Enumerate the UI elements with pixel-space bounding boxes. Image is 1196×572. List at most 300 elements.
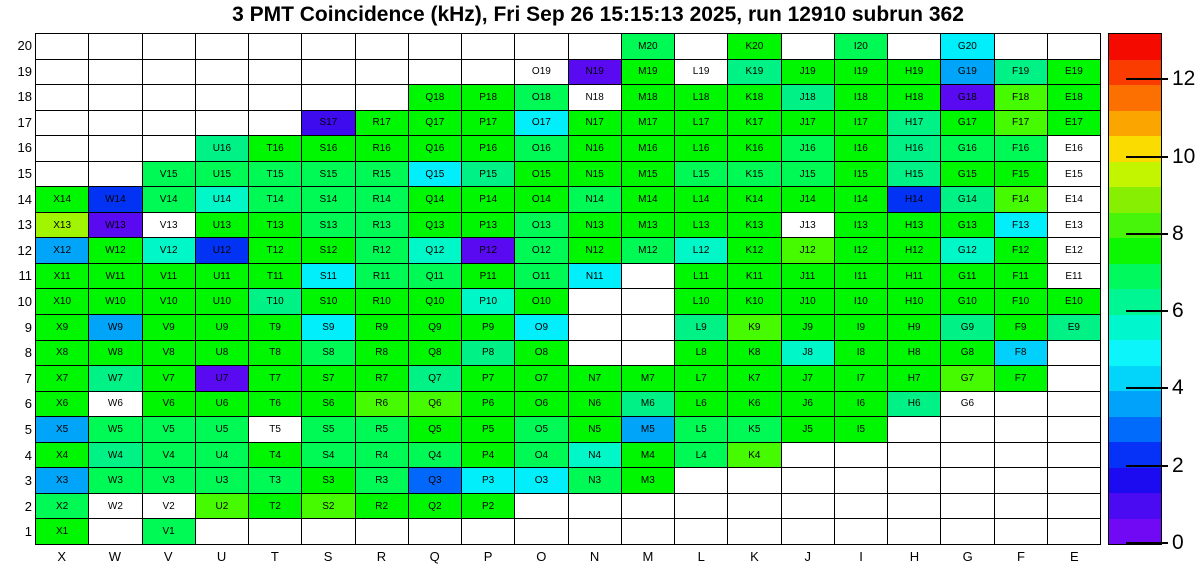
cell-P11: P11 [462, 264, 514, 289]
cell-S14: S14 [302, 187, 354, 212]
cell-P9: P9 [462, 315, 514, 340]
cell-T18 [249, 85, 301, 110]
colorbar-band [1109, 136, 1161, 162]
cell-X3: X3 [36, 468, 88, 493]
cell-T17 [249, 111, 301, 136]
cell-M11 [622, 264, 674, 289]
x-axis-label-T: T [270, 549, 279, 564]
colorbar-band [1109, 34, 1161, 60]
cell-X6: X6 [36, 392, 88, 417]
cell-L20 [675, 34, 727, 59]
cell-N20 [569, 34, 621, 59]
x-axis-label-V: V [163, 549, 173, 564]
cell-I12: I12 [835, 238, 887, 263]
cell-K20: K20 [728, 34, 780, 59]
cell-R6: R6 [356, 392, 408, 417]
x-axis-label-Q: Q [429, 549, 440, 564]
cell-N16: N16 [569, 136, 621, 161]
cell-X1: X1 [36, 519, 88, 544]
cell-G20: G20 [941, 34, 993, 59]
cell-I10: I10 [835, 289, 887, 314]
cell-J14: J14 [782, 187, 834, 212]
cell-O9: O9 [515, 315, 567, 340]
cell-S18 [302, 85, 354, 110]
cell-J5: J5 [782, 417, 834, 442]
cell-M8 [622, 341, 674, 366]
cell-O2 [515, 494, 567, 519]
cell-Q5: Q5 [409, 417, 461, 442]
cell-V17 [143, 111, 195, 136]
cell-G11: G11 [941, 264, 993, 289]
cell-F3 [995, 468, 1047, 493]
cell-N5: N5 [569, 417, 621, 442]
cell-U1 [196, 519, 248, 544]
cell-T10: T10 [249, 289, 301, 314]
colorbar-band [1109, 417, 1161, 443]
cell-F13: F13 [995, 213, 1047, 238]
cell-V8: V8 [143, 341, 195, 366]
cell-I3 [835, 468, 887, 493]
colorbar-band [1109, 111, 1161, 137]
cell-U17 [196, 111, 248, 136]
cell-F10: F10 [995, 289, 1047, 314]
cell-J11: J11 [782, 264, 834, 289]
cell-E12: E12 [1048, 238, 1100, 263]
colorbar-band [1109, 187, 1161, 213]
cell-J1 [782, 519, 834, 544]
cell-N12: N12 [569, 238, 621, 263]
cell-P6: P6 [462, 392, 514, 417]
x-axis-label-J: J [804, 549, 812, 564]
cell-L3 [675, 468, 727, 493]
cell-U18 [196, 85, 248, 110]
cell-H12: H12 [888, 238, 940, 263]
colorbar-band [1109, 340, 1161, 366]
cell-F1 [995, 519, 1047, 544]
cell-R17: R17 [356, 111, 408, 136]
cell-R19 [356, 60, 408, 85]
cell-R18 [356, 85, 408, 110]
cell-S20 [302, 34, 354, 59]
cell-S17: S17 [302, 111, 354, 136]
cell-T13: T13 [249, 213, 301, 238]
cell-F19: F19 [995, 60, 1047, 85]
cell-W16 [89, 136, 141, 161]
cell-I20: I20 [835, 34, 887, 59]
cell-I8: I8 [835, 341, 887, 366]
cell-S2: S2 [302, 494, 354, 519]
cell-H19: H19 [888, 60, 940, 85]
cell-P19 [462, 60, 514, 85]
cell-M10 [622, 289, 674, 314]
cell-T20 [249, 34, 301, 59]
y-axis-label-4: 4 [24, 447, 32, 463]
cell-X14: X14 [36, 187, 88, 212]
cell-T1 [249, 519, 301, 544]
cell-O7: O7 [515, 366, 567, 391]
cell-O12: O12 [515, 238, 567, 263]
cell-K5: K5 [728, 417, 780, 442]
cell-W17 [89, 111, 141, 136]
cell-M12: M12 [622, 238, 674, 263]
x-axis-label-F: F [1017, 549, 1025, 564]
cell-X8: X8 [36, 341, 88, 366]
cell-L1 [675, 519, 727, 544]
cell-F2 [995, 494, 1047, 519]
cell-K8: K8 [728, 341, 780, 366]
cell-N6: N6 [569, 392, 621, 417]
cell-X13: X13 [36, 213, 88, 238]
cell-P10: P10 [462, 289, 514, 314]
colorbar-tick [1126, 310, 1168, 312]
cell-W10: W10 [89, 289, 141, 314]
cell-R10: R10 [356, 289, 408, 314]
cell-G8: G8 [941, 341, 993, 366]
cell-U4: U4 [196, 443, 248, 468]
cell-N4: N4 [569, 443, 621, 468]
cell-O4: O4 [515, 443, 567, 468]
cell-S13: S13 [302, 213, 354, 238]
cell-X5: X5 [36, 417, 88, 442]
cell-S10: S10 [302, 289, 354, 314]
cell-X17 [36, 111, 88, 136]
plot-title: 3 PMT Coincidence (kHz), Fri Sep 26 15:15:13 2025, run 12910 subrun 362 [232, 3, 964, 26]
cell-I5: I5 [835, 417, 887, 442]
cell-F20 [995, 34, 1047, 59]
cell-R4: R4 [356, 443, 408, 468]
cell-V14: V14 [143, 187, 195, 212]
cell-W8: W8 [89, 341, 141, 366]
cell-M19: M19 [622, 60, 674, 85]
cell-W5: W5 [89, 417, 141, 442]
cell-P14: P14 [462, 187, 514, 212]
cell-I11: I11 [835, 264, 887, 289]
x-axis-label-P: P [483, 549, 493, 564]
colorbar-tick-label-6: 6 [1172, 299, 1184, 323]
cell-N9 [569, 315, 621, 340]
cell-P15: P15 [462, 162, 514, 187]
cell-J10: J10 [782, 289, 834, 314]
cell-V7: V7 [143, 366, 195, 391]
cell-K3 [728, 468, 780, 493]
cell-K19: K19 [728, 60, 780, 85]
cell-U6: U6 [196, 392, 248, 417]
cell-W3: W3 [89, 468, 141, 493]
cell-I9: I9 [835, 315, 887, 340]
cell-I1 [835, 519, 887, 544]
cell-F16: F16 [995, 136, 1047, 161]
cell-U11: U11 [196, 264, 248, 289]
cell-F17: F17 [995, 111, 1047, 136]
cell-O6: O6 [515, 392, 567, 417]
cell-G13: G13 [941, 213, 993, 238]
cell-S15: S15 [302, 162, 354, 187]
cell-K10: K10 [728, 289, 780, 314]
cell-M9 [622, 315, 674, 340]
cell-X15 [36, 162, 88, 187]
x-axis-label-K: K [750, 549, 759, 564]
y-axis-label-9: 9 [24, 319, 32, 335]
cell-H2 [888, 494, 940, 519]
cell-W11: W11 [89, 264, 141, 289]
y-axis-label-17: 17 [17, 114, 32, 130]
y-axis-label-12: 12 [17, 242, 32, 258]
cell-T2: T2 [249, 494, 301, 519]
cell-V3: V3 [143, 468, 195, 493]
colorbar-tick-label-10: 10 [1172, 144, 1196, 168]
cell-U13: U13 [196, 213, 248, 238]
cell-E2 [1048, 494, 1100, 519]
cell-J2 [782, 494, 834, 519]
cell-I2 [835, 494, 887, 519]
cell-L13: L13 [675, 213, 727, 238]
cell-E9: E9 [1048, 315, 1100, 340]
cell-F6 [995, 392, 1047, 417]
colorbar-tick-label-0: 0 [1172, 531, 1184, 554]
cell-W9: W9 [89, 315, 141, 340]
cell-S16: S16 [302, 136, 354, 161]
colorbar [1108, 33, 1162, 545]
cell-O5: O5 [515, 417, 567, 442]
cell-O16: O16 [515, 136, 567, 161]
cell-M18: M18 [622, 85, 674, 110]
cell-W6: W6 [89, 392, 141, 417]
cell-N15: N15 [569, 162, 621, 187]
cell-K7: K7 [728, 366, 780, 391]
cell-H15: H15 [888, 162, 940, 187]
colorbar-band [1109, 238, 1161, 264]
cell-Q7: Q7 [409, 366, 461, 391]
cell-J16: J16 [782, 136, 834, 161]
cell-L6: L6 [675, 392, 727, 417]
colorbar-tick [1126, 465, 1168, 467]
cell-L9: L9 [675, 315, 727, 340]
cell-R7: R7 [356, 366, 408, 391]
cell-P5: P5 [462, 417, 514, 442]
cell-X10: X10 [36, 289, 88, 314]
cell-Q1 [409, 519, 461, 544]
cell-F8: F8 [995, 341, 1047, 366]
y-axis-label-15: 15 [17, 166, 32, 181]
cell-T9: T9 [249, 315, 301, 340]
cell-G10: G10 [941, 289, 993, 314]
cell-K13: K13 [728, 213, 780, 238]
cell-T15: T15 [249, 162, 301, 187]
cell-E13: E13 [1048, 213, 1100, 238]
cell-X7: X7 [36, 366, 88, 391]
cell-P13: P13 [462, 213, 514, 238]
cell-O13: O13 [515, 213, 567, 238]
cell-K16: K16 [728, 136, 780, 161]
cell-L7: L7 [675, 366, 727, 391]
cell-Q10: Q10 [409, 289, 461, 314]
cell-T11: T11 [249, 264, 301, 289]
cell-R11: R11 [356, 264, 408, 289]
cell-U15: U15 [196, 162, 248, 187]
cell-G15: G15 [941, 162, 993, 187]
y-axis-label-6: 6 [24, 396, 32, 412]
cell-H3 [888, 468, 940, 493]
cell-S8: S8 [302, 341, 354, 366]
cell-E7 [1048, 366, 1100, 391]
cell-R3: R3 [356, 468, 408, 493]
cell-J9: J9 [782, 315, 834, 340]
cell-N17: N17 [569, 111, 621, 136]
cell-M1 [622, 519, 674, 544]
cell-X2: X2 [36, 494, 88, 519]
cell-X16 [36, 136, 88, 161]
cell-U14: U14 [196, 187, 248, 212]
x-axis-label-S: S [323, 549, 333, 564]
x-axis-labels [35, 549, 1101, 567]
x-axis-label-O: O [536, 549, 547, 564]
x-axis-label-W: W [108, 549, 122, 564]
cell-R16: R16 [356, 136, 408, 161]
cell-P7: P7 [462, 366, 514, 391]
x-axis-label-R: R [376, 549, 387, 564]
cell-M7: M7 [622, 366, 674, 391]
cell-E8 [1048, 341, 1100, 366]
cell-P2: P2 [462, 494, 514, 519]
cell-J12: J12 [782, 238, 834, 263]
cell-K1 [728, 519, 780, 544]
cell-X18 [36, 85, 88, 110]
cell-K18: K18 [728, 85, 780, 110]
cell-L15: L15 [675, 162, 727, 187]
cell-N8 [569, 341, 621, 366]
cell-W1 [89, 519, 141, 544]
cell-N19: N19 [569, 60, 621, 85]
y-axis-label-11: 11 [18, 268, 32, 284]
y-axis-labels [6, 33, 32, 545]
y-axis-label-8: 8 [24, 345, 32, 361]
colorbar-band [1109, 162, 1161, 188]
cell-N14: N14 [569, 187, 621, 212]
cell-U3: U3 [196, 468, 248, 493]
cell-W18 [89, 85, 141, 110]
cell-T19 [249, 60, 301, 85]
cell-Q6: Q6 [409, 392, 461, 417]
y-axis-label-16: 16 [17, 140, 32, 156]
x-axis-label-G: G [962, 549, 973, 564]
cell-G18: G18 [941, 85, 993, 110]
cell-S5: S5 [302, 417, 354, 442]
cell-P1 [462, 519, 514, 544]
colorbar-tick-label-12: 12 [1172, 67, 1196, 91]
cell-S9: S9 [302, 315, 354, 340]
colorbar-band [1109, 391, 1161, 417]
y-axis-label-2: 2 [24, 498, 32, 514]
cell-T12: T12 [249, 238, 301, 263]
cell-M13: M13 [622, 213, 674, 238]
cell-N11: N11 [569, 264, 621, 289]
colorbar-band [1109, 519, 1161, 545]
cell-H13: H13 [888, 213, 940, 238]
cell-Q20 [409, 34, 461, 59]
cell-U10: U10 [196, 289, 248, 314]
cell-H9: H9 [888, 315, 940, 340]
cell-S6: S6 [302, 392, 354, 417]
cell-G3 [941, 468, 993, 493]
cell-L18: L18 [675, 85, 727, 110]
x-axis-label-X: X [57, 549, 66, 564]
cell-G1 [941, 519, 993, 544]
cell-H7: H7 [888, 366, 940, 391]
cell-S12: S12 [302, 238, 354, 263]
cell-I7: I7 [835, 366, 887, 391]
cell-N7: N7 [569, 366, 621, 391]
cell-X20 [36, 34, 88, 59]
cell-G7: G7 [941, 366, 993, 391]
cell-F11: F11 [995, 264, 1047, 289]
cell-G6: G6 [941, 392, 993, 417]
cell-F7: F7 [995, 366, 1047, 391]
colorbar-tick-label-8: 8 [1172, 221, 1184, 245]
cell-U20 [196, 34, 248, 59]
cell-K14: K14 [728, 187, 780, 212]
cell-L12: L12 [675, 238, 727, 263]
cell-F5 [995, 417, 1047, 442]
x-axis-label-I: I [859, 549, 863, 564]
cell-Q2: Q2 [409, 494, 461, 519]
cell-K6: K6 [728, 392, 780, 417]
cell-F15: F15 [995, 162, 1047, 187]
cell-R1 [356, 519, 408, 544]
colorbar-band [1109, 442, 1161, 468]
cell-V1: V1 [143, 519, 195, 544]
x-axis-label-L: L [697, 549, 705, 564]
cell-R20 [356, 34, 408, 59]
cell-G2 [941, 494, 993, 519]
cell-J4 [782, 443, 834, 468]
cell-K12: K12 [728, 238, 780, 263]
cell-H6: H6 [888, 392, 940, 417]
cell-W12: W12 [89, 238, 141, 263]
cell-O20 [515, 34, 567, 59]
cell-U12: U12 [196, 238, 248, 263]
cell-M2 [622, 494, 674, 519]
cell-G14: G14 [941, 187, 993, 212]
cell-Q8: Q8 [409, 341, 461, 366]
cell-M6: M6 [622, 392, 674, 417]
cell-G4 [941, 443, 993, 468]
cell-M14: M14 [622, 187, 674, 212]
cell-L16: L16 [675, 136, 727, 161]
cell-L17: L17 [675, 111, 727, 136]
cell-L2 [675, 494, 727, 519]
cell-J18: J18 [782, 85, 834, 110]
y-axis-label-1: 1 [24, 524, 32, 540]
cell-W15 [89, 162, 141, 187]
cell-O10: O10 [515, 289, 567, 314]
cell-R9: R9 [356, 315, 408, 340]
cell-T6: T6 [249, 392, 301, 417]
cell-Q18: Q18 [409, 85, 461, 110]
heatmap-grid [35, 33, 1101, 545]
cell-R8: R8 [356, 341, 408, 366]
cell-V9: V9 [143, 315, 195, 340]
colorbar-tick [1126, 233, 1168, 235]
cell-V12: V12 [143, 238, 195, 263]
cell-M3: M3 [622, 468, 674, 493]
cell-S11: S11 [302, 264, 354, 289]
cell-H20 [888, 34, 940, 59]
cell-Q15: Q15 [409, 162, 461, 187]
cell-W7: W7 [89, 366, 141, 391]
cell-G12: G12 [941, 238, 993, 263]
cell-E18: E18 [1048, 85, 1100, 110]
cell-M16: M16 [622, 136, 674, 161]
